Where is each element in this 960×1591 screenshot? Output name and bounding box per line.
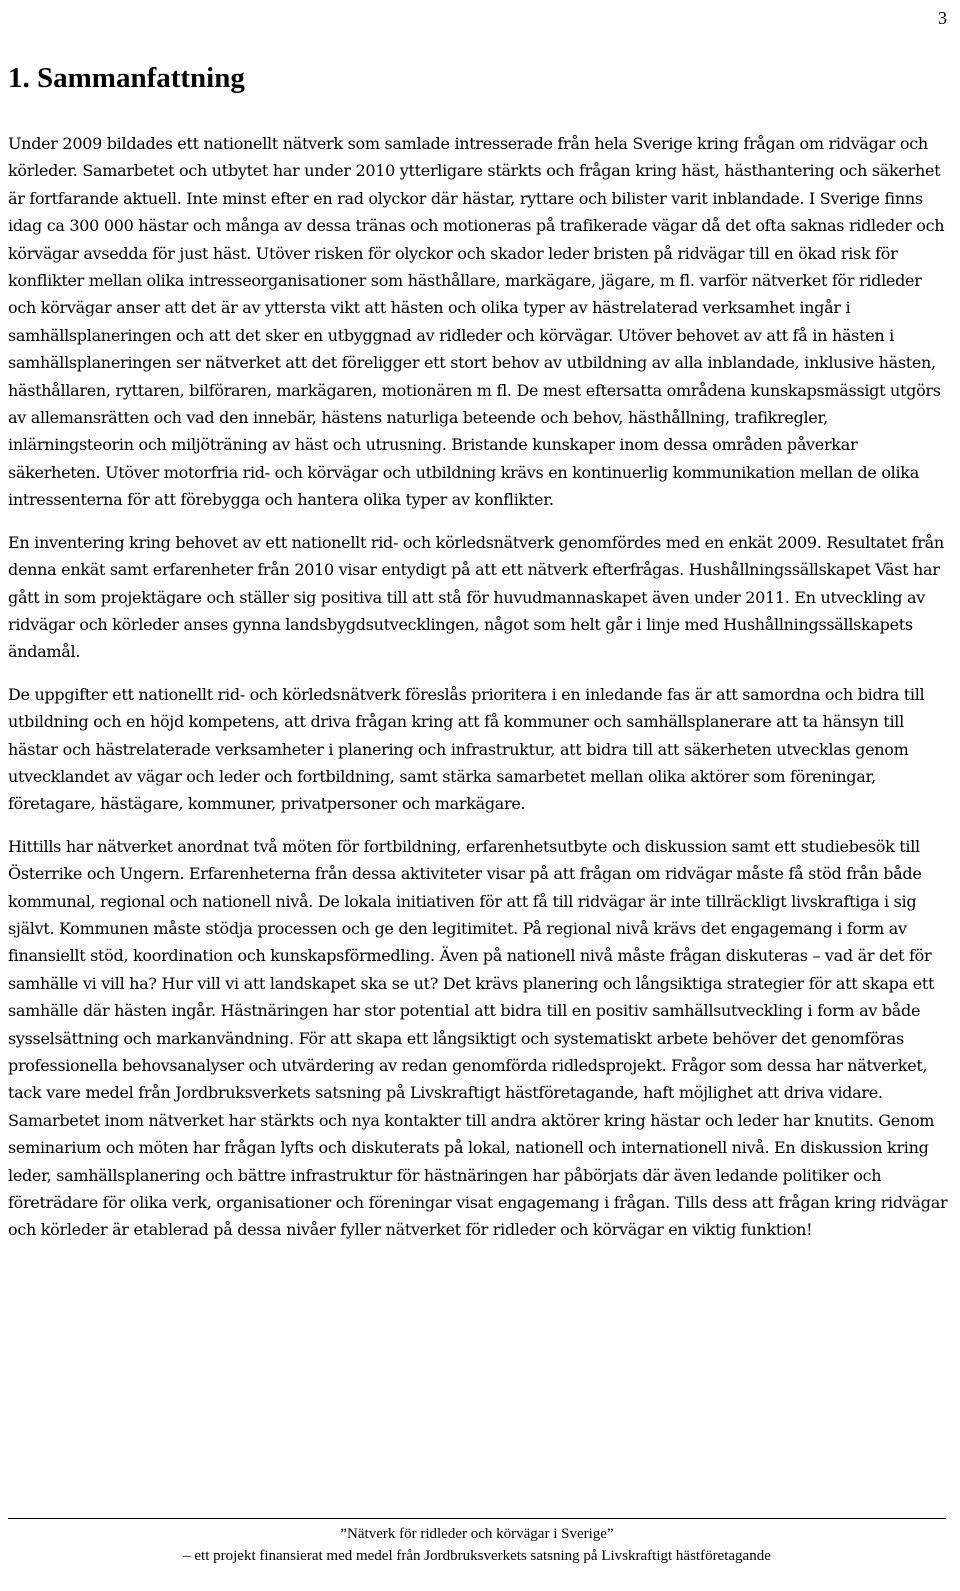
section-heading: 1. Sammanfattning <box>8 62 245 94</box>
paragraph-inventory: En inventering kring behovet av ett nationellt rid- och körledsnätverk genomfördes med en enkät 2009. Resultatet från denna enkät samt erfarenheter från 2010 visar entydigt på att ett nätverk efterfrågas. Hushållningssällskapet Väst har gått in som projektägare och ställer sig positiva till att stå för huvudmannaskapet även under 2011. En utveckling av ridvägar och körleder anses gynna landsbygdsutvecklingen, något som helt går i linje med Hushållningssällskapets ändamål. <box>8 532 944 662</box>
paragraph-priorities: De uppgifter ett nationellt rid- och körledsnätverk föreslås prioritera i en inledande fas är att samordna och bidra till utbildning och en höjd kompetens, att driva frågan kring att få kommuner och samhällsplanerare att ta hänsyn till hästar och hästrelaterade verksamheter i planering och infrastruktur, att bidra till att säkerheten utvecklas genom utvecklandet av vägar och leder och fortbildning, samt stärka samarbetet mellan olika aktörer som föreningar, företagare, hästägare, kommuner, privatpersoner och markägare. <box>8 684 925 814</box>
footer-funding-note: – ett projekt finansierat med medel från Jordbruksverkets satsning på Livskraftigt hästföretagande <box>183 1548 771 1564</box>
page-number: 3 <box>938 8 947 28</box>
footer-project-title: ”Nätverk för ridleder och körvägar i Sverige” <box>340 1526 614 1542</box>
page-footer <box>8 1518 946 1567</box>
paragraph-activities: Hittills har nätverket anordnat två möten för fortbildning, erfarenhetsutbyte och diskussion samt ett studiebesök till Österrike och Ungern. Erfarenheterna från dessa aktiviteter visar på att frågan om ridvägar måste få stöd från både kommunal, regional och nationell nivå. De lokala initiativen för att få till ridvägar är inte tillräckligt livskraftiga i sig självt. Kommunen måste stödja processen och ge den legitimitet. På regional nivå krävs det engagemang i form av finansiellt stöd, koordination och kunskapsförmedling. Även på nationell nivå måste frågan diskuteras – vad är det för samhälle vi vill ha? Hur vill vi att landskapet ska se ut? Det krävs planering och långsiktiga strategier för att skapa ett samhälle där hästen ingår. Hästnäringen har stor potential att bidra till en positiv samhällsutveckling i form av både sysselsättning och markanvändning. För att skapa ett långsiktigt och systematiskt arbete behöver det genomföras professionella behovsanalyser och utvärdering av redan genomförda ridledsprojekt. Frågor som dessa har nätverket, tack vare medel från Jordbruksverkets satsning på Livskraftigt hästföretagande, haft möjlighet att driva vidare. Samarbetet inom nätverket har stärkts och nya kontakter till andra aktörer kring hästar och leder har knutits. Genom seminarium och möten har frågan lyfts och diskuterats på lokal, nationell och internationell nivå. En diskussion kring leder, samhällsplanering och bättre infrastruktur för hästnäringen har påbörjats där även ledande politiker och företrädare för olika verk, organisationer och föreningar visat engagemang i frågan. Tills dess att frågan kring ridvägar och körleder är etablerad på dessa nivåer fyller nätverket för ridleder och körvägar en viktig funktion! <box>8 836 948 1240</box>
paragraph-summary-intro: Under 2009 bildades ett nationellt nätverk som samlade intresserade från hela Sverige kring frågan om ridvägar och körleder. Samarbetet och utbytet har under 2010 ytterligare stärkts och frågan kring häst, hästhantering och säkerhet är fortfarande aktuell. Inte minst efter en rad olyckor där hästar, ryttare och bilister varit inblandade. I Sverige finns idag ca 300 000 hästar och många av dessa tränas och motioneras på trafikerade vägar då det ofta saknas ridleder och körvägar avsedda för just häst. Utöver risken för olyckor och skador leder bristen på ridvägar till en ökad risk för konflikter mellan olika intresseorganisationer som hästhållare, markägare, jägare, m fl. varför nätverket för ridleder och körvägar anser att det är av yttersta vikt att hästen och olika typer av hästrelaterad verksamhet ingår i samhällsplaneringen och att det sker en utbyggnad av ridleder och körvägar. Utöver behovet av att få in hästen i samhällsplaneringen ser nätverket att det föreligger ett stort behov av utbildning av alla inblandade, inklusive hästen, hästhållaren, ryttaren, bilföraren, markägaren, motionären m fl. De mest eftersatta områdena kunskapsmässigt utgörs av allemansrätten och vad den innebär, hästens naturliga beteende och behov, hästhållning, trafikregler, inlärningsteorin och miljöträning av häst och utrusning. Bristande kunskaper inom dessa områden påverkar säkerheten. Utöver motorfria rid- och körvägar och utbildning krävs en kontinuerlig kommunikation mellan de olika intressenterna för att förebygga och hantera olika typer av konflikter. <box>8 134 945 510</box>
document-body <box>8 60 948 1259</box>
